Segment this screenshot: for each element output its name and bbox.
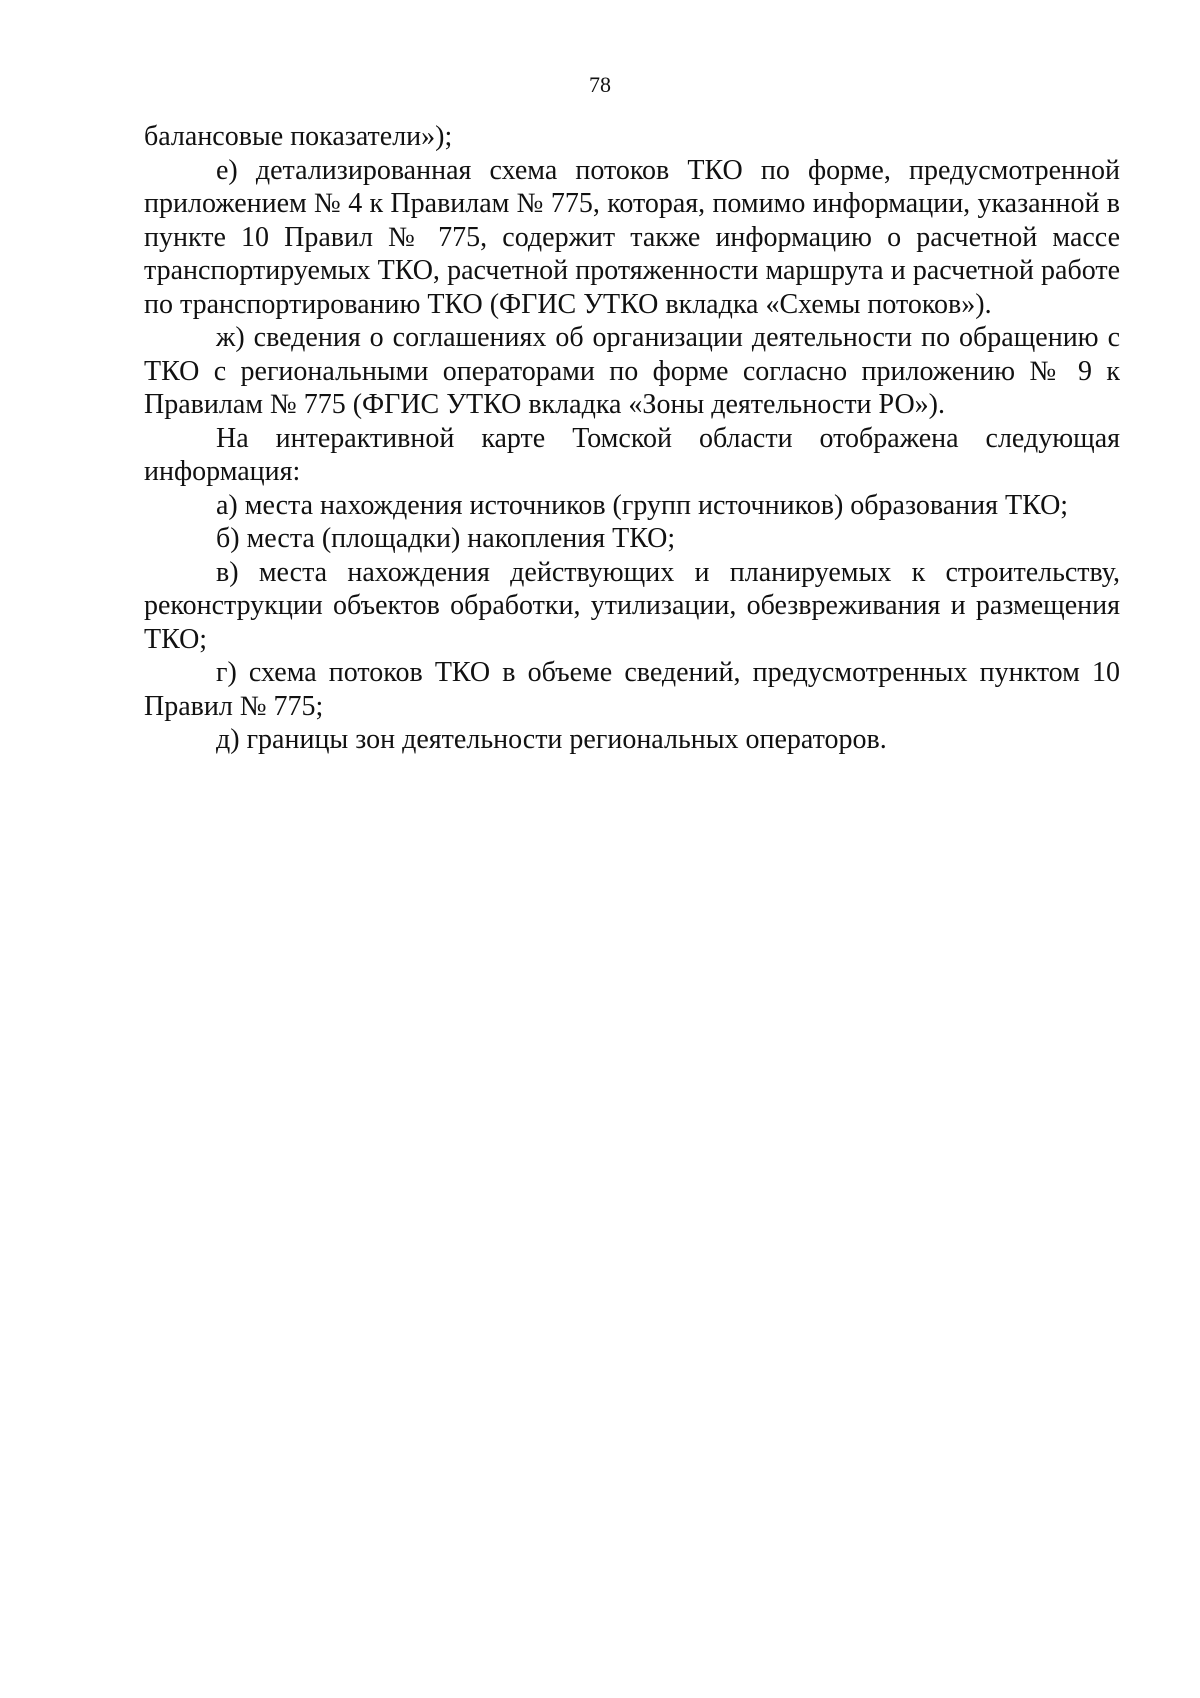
paragraph-map-intro: На интерактивной карте Томской области отображена следующая информация: [144,422,1120,487]
paragraph-item-v: в) места нахождения действующих и планируемых к строительству, реконструкции объектов обработки, утилизации, обезвреживания и размещения ТКО; [144,556,1120,655]
paragraph-item-b: б) места (площадки) накопления ТКО; [216,523,676,554]
document-body [144,120,1120,757]
page-number: 78 [589,72,611,97]
paragraph-item-zh: ж) сведения о соглашениях об организации деятельности по обращению с ТКО с региональными операторами по форме согласно приложению № 9 к Правилам № 775 (ФГИС УТКО вкладка «Зоны деятельности РО»). [144,322,1120,420]
paragraph-continuation: балансовые показатели»); [144,121,453,152]
paragraph-item-e: е) детализированная схема потоков ТКО по форме, предусмотренной приложением № 4 к Правилам № 775, которая, помимо информации, указанной в пункте 10 Правил № 775, содержит также информацию о расчетной массе транспортируемых ТКО, расчетной протяженности маршрута и расчетной работе по транспортированию ТКО (ФГИС УТКО вкладка «Схемы потоков»). [144,154,1120,320]
paragraph-item-d: д) границы зон деятельности региональных операторов. [216,724,887,755]
paragraph-item-a: а) места нахождения источников (групп источников) образования ТКО; [216,489,1069,521]
paragraph-item-g: г) схема потоков ТКО в объеме сведений, предусмотренных пунктом 10 Правил № 775; [144,657,1120,722]
